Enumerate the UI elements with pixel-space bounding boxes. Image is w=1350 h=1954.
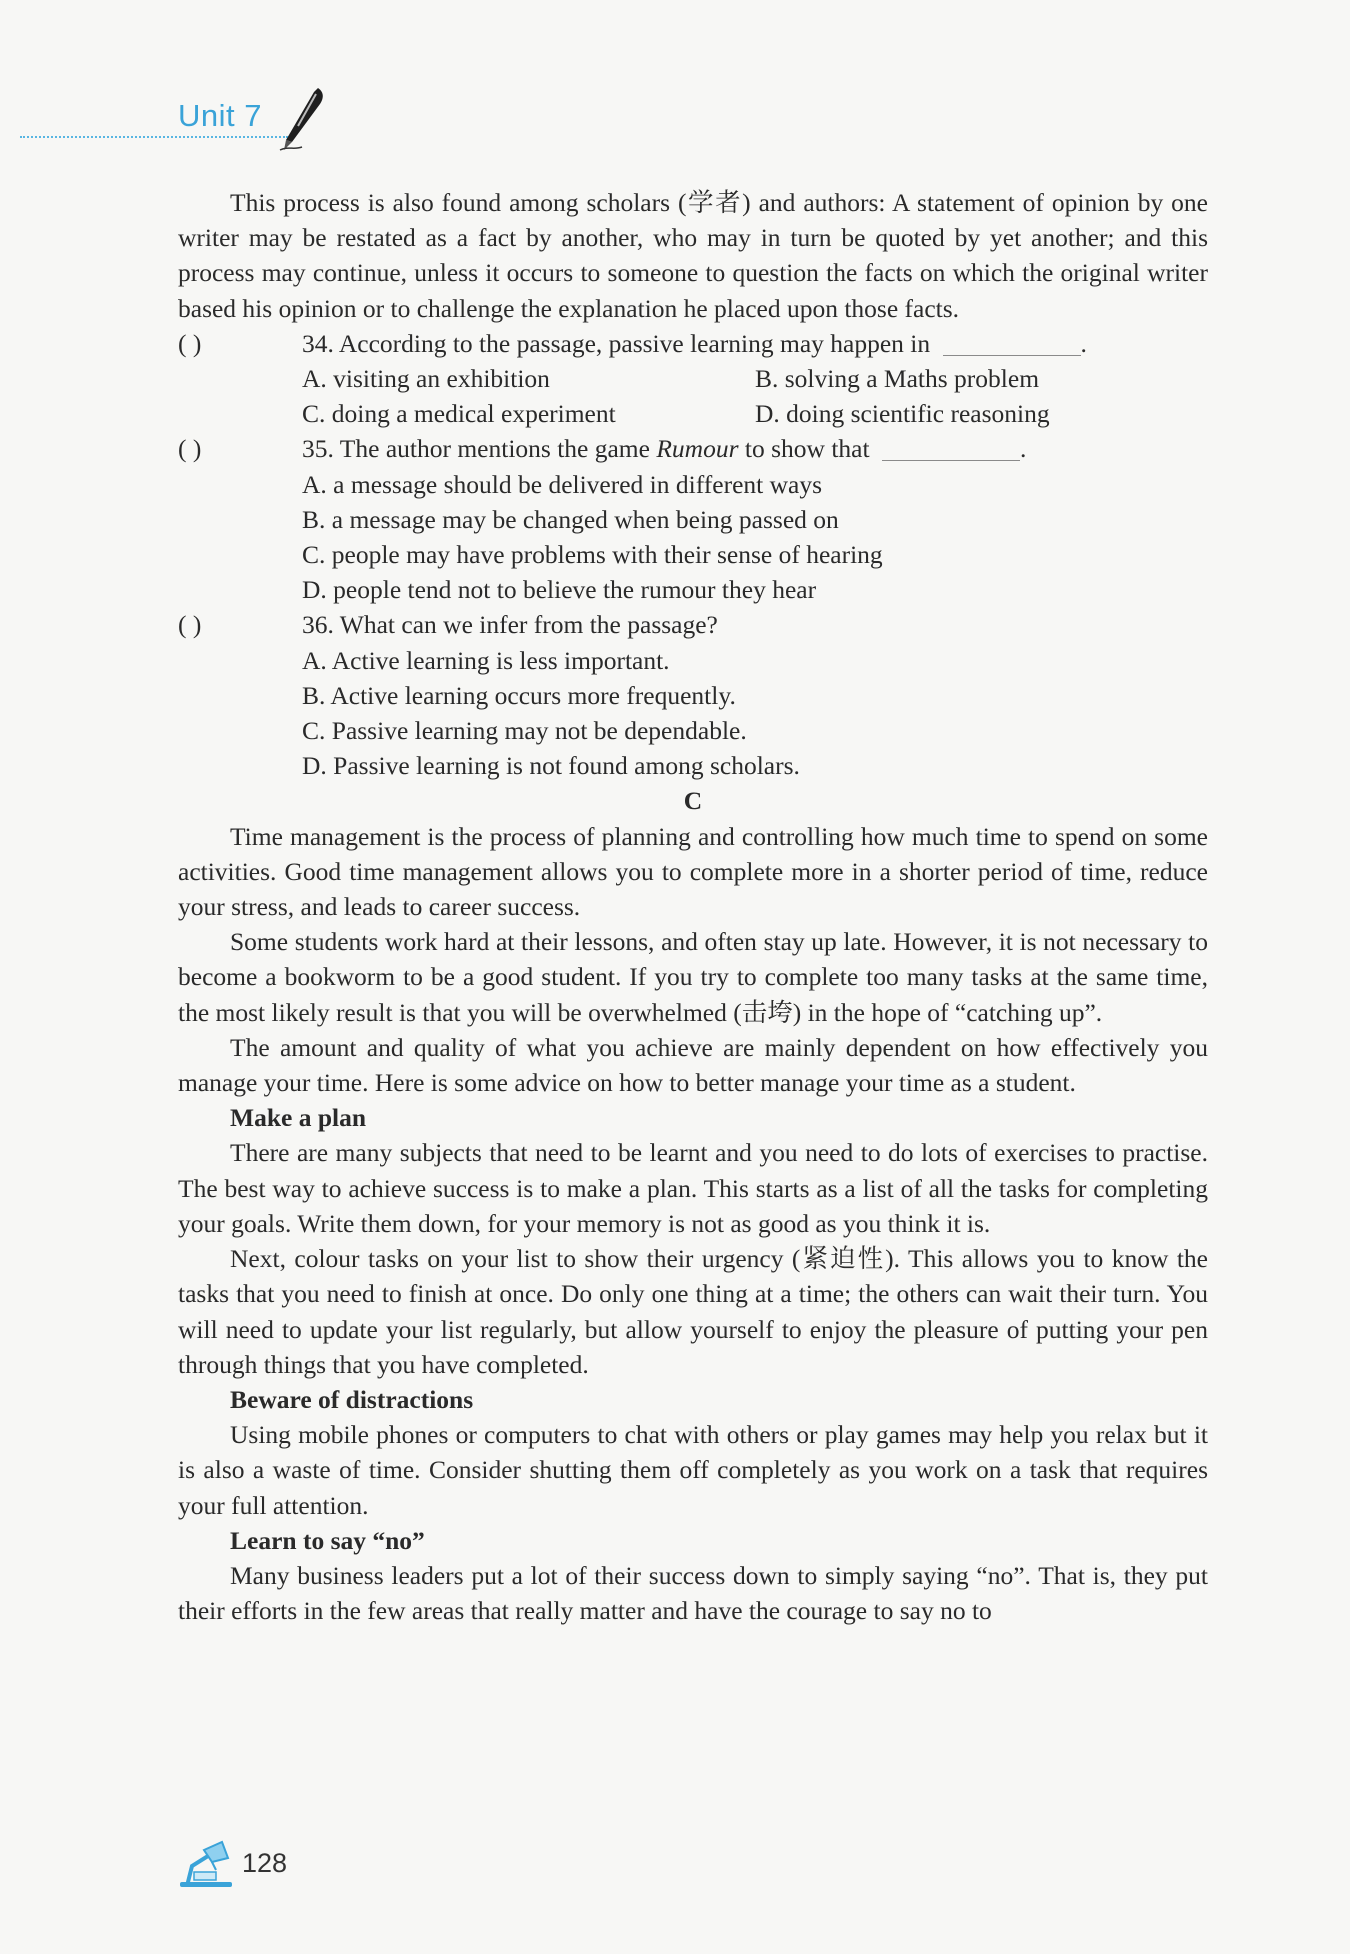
- option-c: C. doing a medical experiment: [302, 399, 616, 429]
- option-b: B. solving a Maths problem: [755, 364, 1040, 394]
- unit-header: [0, 86, 300, 146]
- option-c: C. Passive learning may not be dependable.: [302, 716, 747, 746]
- question-36: [178, 607, 1208, 783]
- subheading: Learn to say “no”: [230, 1525, 425, 1555]
- question-stem: [178, 326, 1208, 361]
- paragraph: Some students work hard at their lessons, and often stay up late. However, it is not necessary to become a bookworm to be a good student. If you try to complete too many tasks at the same time, the most likely result is that you will be overwhelmed (击垮) in the hope of “catching up”.: [178, 927, 1208, 1027]
- page-content: [178, 185, 1208, 1628]
- question-text-after: to show that: [744, 434, 870, 464]
- option-a: A. visiting an exhibition: [302, 364, 550, 394]
- game-title: Rumour: [656, 434, 739, 464]
- question-text: According to the passage, passive learning may happen in: [338, 328, 931, 358]
- question-35: [178, 431, 1208, 607]
- subheading: Make a plan: [230, 1103, 367, 1133]
- header-dotted-rule: [20, 136, 288, 138]
- option-a: A. Active learning is less important.: [302, 645, 670, 675]
- paragraph: Time management is the process of planning and controlling how much time to spend on some activities. Good time management allows you to complete more in a shorter period of time, reduce your stress, and leads to career success.: [178, 821, 1208, 922]
- question-text: What can we infer from the passage?: [339, 610, 718, 640]
- option-c: C. people may have problems with their sense of hearing: [302, 540, 883, 570]
- question-end-punct: .: [1019, 434, 1027, 464]
- paragraph: There are many subjects that need to be learnt and you need to do lots of exercises to practise. The best way to achieve success is to make a plan. This starts as a list of all the tasks for completing your goals. Write them down, for your memory is not as good as you think it is.: [178, 1138, 1208, 1238]
- unit-title: Unit 7: [178, 98, 262, 133]
- answer-bracket[interactable]: ( ): [178, 434, 202, 464]
- question-number: 34.: [302, 328, 334, 358]
- option-d: D. people tend not to believe the rumour they hear: [302, 575, 817, 605]
- question-number: 35.: [302, 434, 334, 464]
- section-label: C: [683, 786, 703, 816]
- intro-paragraph: This process is also found among scholars (学者) and authors: A statement of opinion by one writer may be restated as a fact by another, who may in turn be quoted by yet another; and this process may continue, unless it occurs to someone to question the facts on which the original writer based his opinion or to challenge the explanation he placed upon those facts.: [178, 188, 1208, 323]
- pen-icon: [278, 86, 328, 152]
- answer-blank[interactable]: [882, 434, 1020, 461]
- subheading: Beware of distractions: [230, 1384, 474, 1414]
- question-end-punct: .: [1080, 328, 1087, 358]
- option-b: B. Active learning occurs more frequently.: [302, 680, 736, 710]
- question-text-before: The author mentions the game: [339, 434, 650, 464]
- option-d: D. Passive learning is not found among scholars.: [302, 751, 800, 781]
- paragraph: Using mobile phones or computers to chat with others or play games may help you relax but it is also a waste of time. Consider shutting them off completely as you work on a task that requires your full attention.: [178, 1420, 1208, 1520]
- answer-blank[interactable]: [943, 329, 1081, 356]
- options: [178, 361, 1208, 431]
- paragraph: Many business leaders put a lot of their success down to simply saying “no”. That is, they put their efforts in the few areas that really matter and have the courage to say no to: [178, 1560, 1208, 1626]
- paragraph: Next, colour tasks on your list to show their urgency (紧迫性). This allows you to know the tasks that you need to finish at once. Do only one thing at a time; the others can wait their turn. You will need to update your list regularly, but allow yourself to enjoy the pleasure of putting your pen through things that you have completed.: [178, 1244, 1208, 1379]
- answer-bracket[interactable]: ( ): [178, 328, 202, 358]
- option-d: D. doing scientific reasoning: [755, 399, 1050, 429]
- question-34: [178, 326, 1208, 432]
- paragraph: The amount and quality of what you achieve are mainly dependent on how effectively you manage your time. Here is some advice on how to better manage your time as a student.: [178, 1032, 1208, 1098]
- question-stem: [178, 431, 1208, 466]
- question-stem: [178, 607, 1208, 642]
- page-number: 128: [242, 1848, 288, 1878]
- options: [178, 643, 1208, 784]
- question-number: 36.: [302, 610, 334, 640]
- option-b: B. a message may be changed when being passed on: [302, 504, 839, 534]
- page-footer: [178, 1838, 378, 1888]
- desk-lamp-icon: [178, 1838, 234, 1888]
- option-a: A. a message should be delivered in different ways: [302, 469, 822, 499]
- answer-bracket[interactable]: ( ): [178, 610, 202, 640]
- options: [178, 467, 1208, 608]
